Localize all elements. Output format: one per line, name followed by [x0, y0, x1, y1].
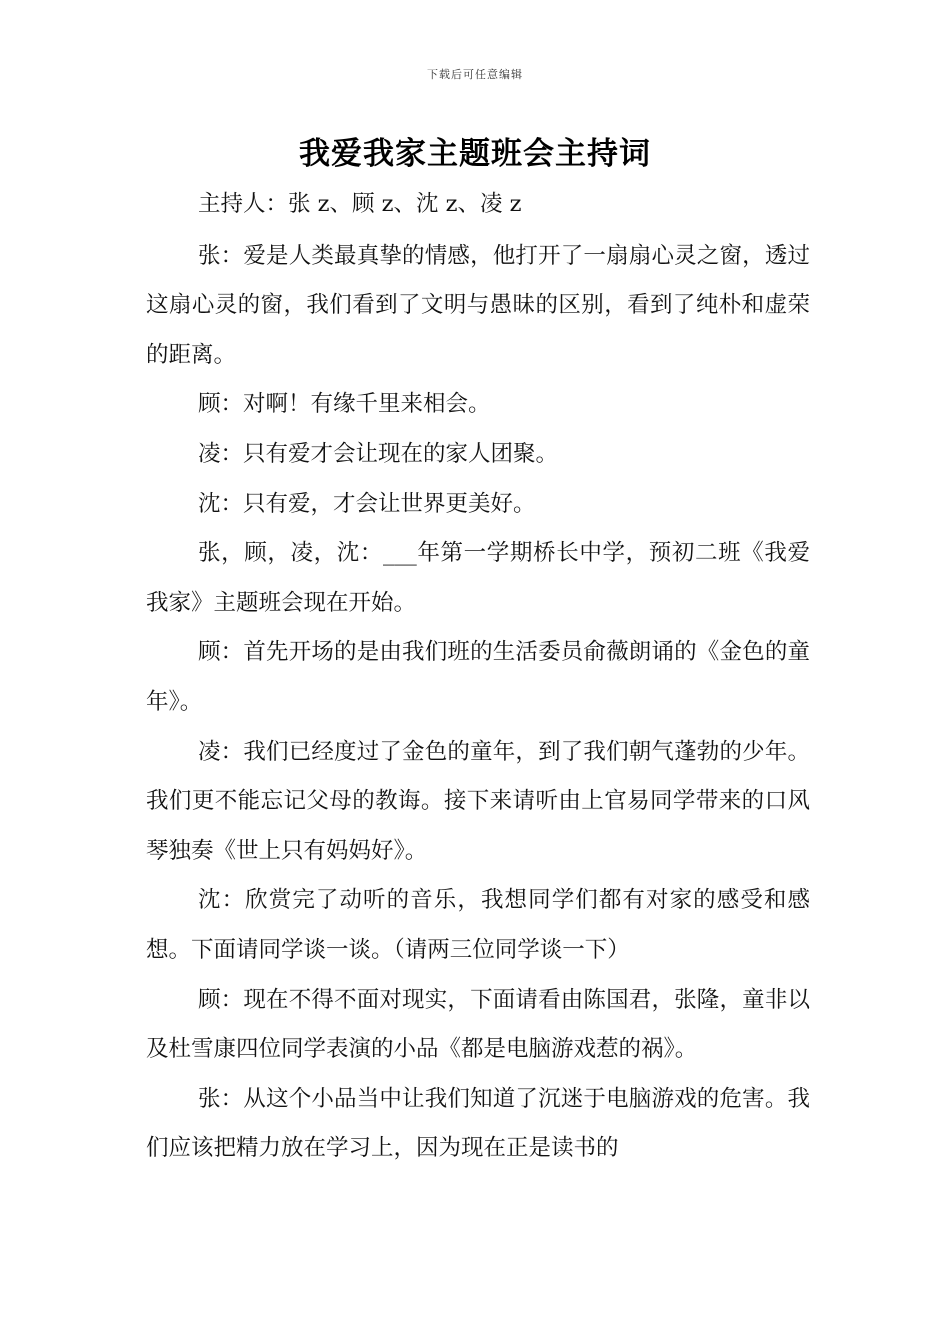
- paragraph: 沈：欣赏完了动听的音乐，我想同学们都有对家的感受和感想。下面请同学谈一谈。（请两三位同学谈一下）: [146, 887, 810, 963]
- paragraph: 顾：现在不得不面对现实，下面请看由陈国君，张隆，童非以及杜雪康四位同学表演的小品《都是电脑游戏惹的祸》。: [146, 986, 810, 1063]
- paragraph: 张，顾，凌，沈：___年第一学期桥长中学，预初二班《我爱我家》主题班会现在开始。: [146, 540, 810, 616]
- hosts-line: 主持人：张 z、顾 z、沈 z、凌 z: [198, 191, 522, 217]
- document-title: 我爱我家主题班会主持词: [299, 136, 651, 172]
- paragraph: 顾：首先开场的是由我们班的生活委员俞薇朗诵的《金色的童年》。: [146, 639, 810, 715]
- paragraph: 张：爱是人类最真挚的情感，他打开了一扇扇心灵之窗，透过这扇心灵的窗，我们看到了文明与愚昧的区别，看到了纯朴和虚荣的距离。: [146, 242, 810, 368]
- page-header-note: 下载后可任意编辑: [427, 68, 523, 81]
- paragraph: 沈：只有爱，才会让世界更美好。: [198, 490, 536, 517]
- paragraph: 顾：对啊！有缘千里来相会。: [198, 391, 491, 418]
- document-body: [146, 180, 810, 1174]
- paragraph: 张：从这个小品当中让我们知道了沉迷于电脑游戏的危害。我们应该把精力放在学习上，因为现在正是读书的: [146, 1085, 810, 1162]
- paragraph: 凌：我们已经度过了金色的童年，到了我们朝气蓬勃的少年。我们更不能忘记父母的教诲。接下来请听由上官易同学带来的口风琴独奏《世上只有妈妈好》。: [146, 738, 810, 864]
- paragraph: 凌：只有爱才会让现在的家人团聚。: [198, 440, 559, 467]
